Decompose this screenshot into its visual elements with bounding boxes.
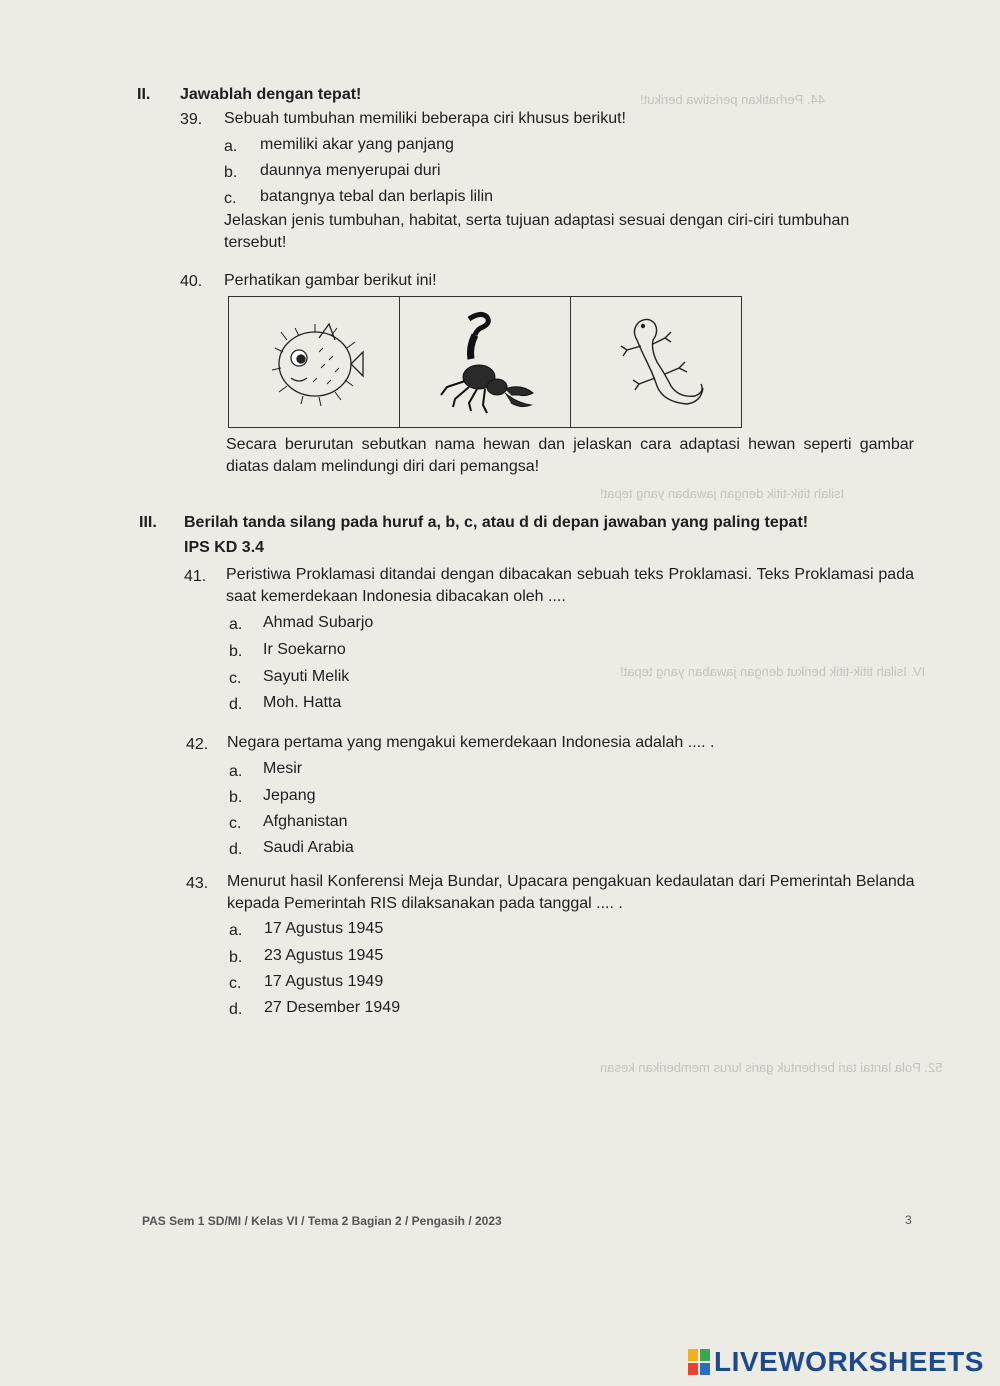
option-text: Jepang [263, 787, 316, 804]
option-letter[interactable]: a. [229, 616, 243, 633]
question-text: Sebuah tumbuhan memiliki beberapa ciri khusus berikut! [224, 110, 626, 127]
item-letter: c. [224, 190, 237, 207]
option-letter[interactable]: a. [229, 922, 243, 939]
section-number: III. [139, 514, 157, 531]
show-through-text: IV. Isilah titik-titik berikut dengan jawaban yang tepat! [620, 664, 926, 679]
show-through-text: Isilah titik-titik dengan jawaban yang tepat! [600, 486, 845, 501]
option-text: Ahmad Subarjo [263, 614, 374, 631]
show-through-text: 52. Pola lantai tari berbentuk garis lurus memberikan kesan [600, 1060, 943, 1075]
item-text: daunnya menyerupai duri [260, 162, 441, 179]
question-number: 42. [186, 736, 209, 753]
question-text: Negara pertama yang mengakui kemerdekaan Indonesia adalah .... . [227, 734, 715, 751]
option-letter[interactable]: b. [229, 789, 243, 806]
option-letter[interactable]: d. [229, 1001, 243, 1018]
question-text: Perhatikan gambar berikut ini! [224, 272, 437, 289]
section-number: II. [137, 86, 151, 103]
option-letter[interactable]: d. [229, 841, 243, 858]
item-text: memiliki akar yang panjang [260, 136, 454, 153]
item-text: batangnya tebal dan berlapis lilin [260, 188, 494, 205]
question-text: Menurut hasil Konferensi Meja Bundar, Upacara pengakuan kedaulatan dari Pemerintah Belanda kepada Pemerintah RIS dilaksanakan pada tanggal .... . [227, 873, 915, 912]
liveworksheets-logo [688, 1346, 984, 1378]
option-text: Saudi Arabia [263, 839, 354, 856]
option-text: Mesir [263, 760, 303, 777]
show-through-text: 44. Perhatikan peristiwa berikut! [640, 92, 825, 107]
question-instruction: Jelaskan jenis tumbuhan, habitat, serta tujuan adaptasi sesuai dengan ciri-ciri tumbuhan tersebut! [224, 212, 850, 251]
option-letter[interactable]: c. [229, 670, 242, 687]
section-heading: Berilah tanda silang pada huruf a, b, c, atau d di depan jawaban yang paling tepat! [184, 514, 809, 531]
option-text: Ir Soekarno [263, 641, 346, 658]
liveworksheets-text: LIVEWORKSHEETS [714, 1346, 984, 1377]
option-letter[interactable]: b. [229, 949, 243, 966]
scorpion-image [400, 297, 571, 427]
gecko-drawing [601, 312, 711, 412]
gecko-image [571, 297, 741, 427]
option-letter[interactable]: d. [229, 696, 243, 713]
option-letter[interactable]: c. [229, 975, 242, 992]
option-text: 17 Agustus 1945 [264, 920, 384, 937]
option-letter[interactable]: c. [229, 815, 242, 832]
question-number: 39. [180, 111, 203, 128]
scorpion-drawing [425, 307, 545, 417]
animal-images-table [228, 296, 742, 428]
option-text: Sayuti Melik [263, 668, 350, 685]
question-number: 41. [184, 568, 207, 585]
pufferfish-image [229, 297, 400, 427]
pufferfish-drawing [259, 312, 369, 412]
option-letter[interactable]: b. [229, 643, 243, 660]
section-subheading: IPS KD 3.4 [184, 539, 265, 556]
page-number: 3 [905, 1213, 912, 1227]
option-text: 27 Desember 1949 [264, 999, 401, 1016]
item-letter: a. [224, 138, 238, 155]
section-heading: Jawablah dengan tepat! [180, 86, 362, 103]
item-letter: b. [224, 164, 238, 181]
question-number: 40. [180, 273, 203, 290]
question-text: Peristiwa Proklamasi ditandai dengan dibacakan sebuah teks Proklamasi. Teks Proklamasi pada saat kemerdekaan Indonesia dibacakan oleh .... [226, 566, 914, 605]
option-text: Moh. Hatta [263, 694, 342, 711]
page-footer: PAS Sem 1 SD/MI / Kelas VI / Tema 2 Bagian 2 / Pengasih / 2023 [142, 1214, 502, 1228]
option-letter[interactable]: a. [229, 763, 243, 780]
liveworksheets-icon [688, 1349, 710, 1375]
question-number: 43. [186, 875, 209, 892]
option-text: 23 Agustus 1945 [264, 947, 384, 964]
option-text: Afghanistan [263, 813, 348, 830]
question-instruction: Secara berurutan sebutkan nama hewan dan jelaskan cara adaptasi hewan seperti gambar diatas dalam melindungi diri dari pemangsa! [226, 436, 914, 475]
option-text: 17 Agustus 1949 [264, 973, 384, 990]
